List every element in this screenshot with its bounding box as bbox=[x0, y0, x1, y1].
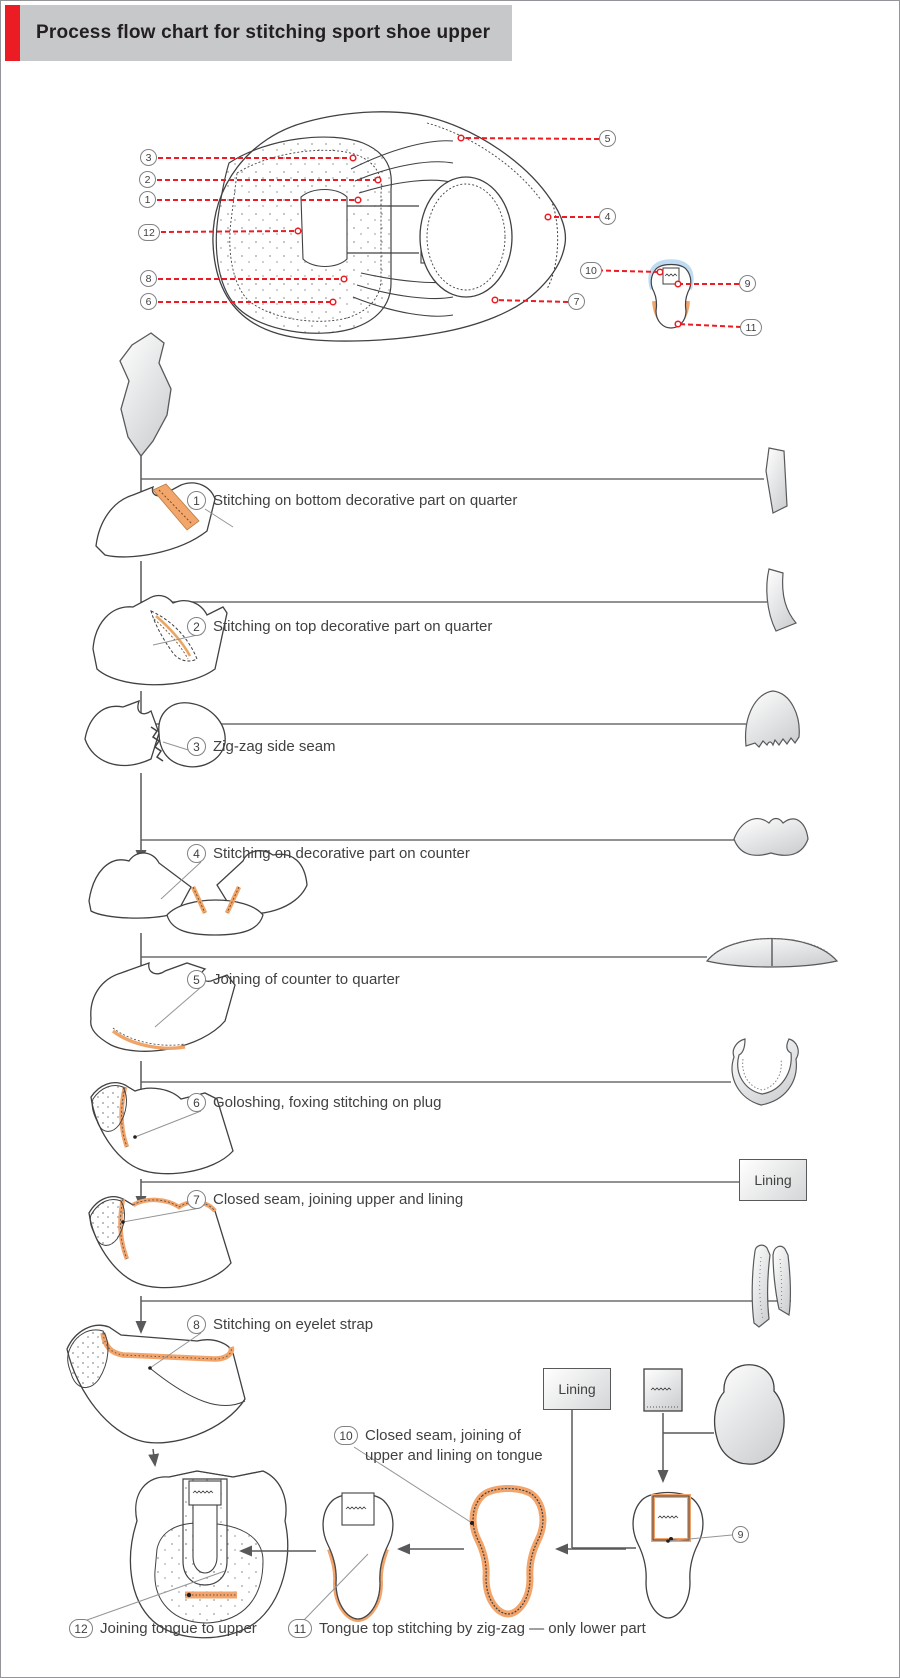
piece-step-7 bbox=[89, 1197, 231, 1288]
step-label-2: Stitching on top decorative part on quarter bbox=[213, 618, 493, 635]
step-label-8: Stitching on eyelet strap bbox=[213, 1316, 374, 1333]
step-label-5: Joining of counter to quarter bbox=[213, 971, 400, 988]
piece-final-upper-with-tongue bbox=[130, 1471, 287, 1638]
step-row-5 bbox=[187, 970, 400, 989]
piece-step-4 bbox=[89, 851, 307, 935]
tongue-step10-result bbox=[470, 1489, 543, 1615]
step-number-5: 5 bbox=[187, 970, 206, 989]
input-strip-2 bbox=[767, 569, 796, 631]
step-number-11: 11 bbox=[288, 1619, 312, 1638]
shoe-pattern-top-view bbox=[213, 112, 566, 341]
step-number-8: 8 bbox=[187, 1315, 206, 1334]
piece-step-2 bbox=[93, 596, 227, 685]
step-label-11: Tongue top stitching by zig-zag — only lower part bbox=[319, 1620, 646, 1637]
start-blank-piece bbox=[120, 333, 171, 456]
callout-6: 6 bbox=[140, 293, 157, 310]
step-row-6 bbox=[187, 1093, 441, 1112]
step-row-12 bbox=[69, 1619, 257, 1638]
step-label-4: Stitching on decorative part on counter bbox=[213, 845, 470, 862]
step-row-4 bbox=[187, 844, 470, 863]
piece-step-8 bbox=[67, 1325, 245, 1443]
step-number-2: 2 bbox=[187, 617, 206, 636]
input-strap-8b bbox=[773, 1246, 790, 1315]
step-row-11 bbox=[288, 1619, 646, 1638]
callout-9-bottom: 9 bbox=[732, 1526, 749, 1543]
step-number-12: 12 bbox=[69, 1619, 93, 1638]
tongue-blank-blob bbox=[715, 1365, 784, 1464]
step-label-10: Closed seam, joining of upper and lining on tongue bbox=[365, 1427, 543, 1464]
tongue-step11-result bbox=[323, 1493, 393, 1619]
input-horseshoe-6 bbox=[732, 1039, 798, 1105]
step-label-12: Joining tongue to upper bbox=[100, 1620, 257, 1637]
step-number-6: 6 bbox=[187, 1093, 206, 1112]
page-title: Process flow chart for stitching sport shoe upper bbox=[36, 22, 491, 43]
stitch-sample-box bbox=[644, 1369, 682, 1411]
callout-11: 11 bbox=[740, 319, 762, 336]
step-row-1 bbox=[187, 491, 517, 510]
step-label-3: Zig-zag side seam bbox=[213, 738, 336, 755]
step-number-10: 10 bbox=[334, 1426, 358, 1445]
step-number-4: 4 bbox=[187, 844, 206, 863]
input-bowtie-4 bbox=[734, 819, 808, 856]
callout-2: 2 bbox=[139, 171, 156, 188]
step-label-7: Closed seam, joining upper and lining bbox=[213, 1191, 464, 1208]
callout-12: 12 bbox=[138, 224, 160, 241]
callout-1: 1 bbox=[139, 191, 156, 208]
callout-7: 7 bbox=[568, 293, 585, 310]
lining-box-mid: Lining bbox=[739, 1159, 807, 1201]
step-number-1: 1 bbox=[187, 491, 206, 510]
piece-step-3 bbox=[85, 701, 225, 767]
step-row-3 bbox=[187, 737, 336, 756]
callout-5: 5 bbox=[599, 130, 616, 147]
step-row-7 bbox=[187, 1190, 463, 1209]
callout-3: 3 bbox=[140, 149, 157, 166]
step-label-1: Stitching on bottom decorative part on quarter bbox=[213, 492, 518, 509]
lining-box-bottom: Lining bbox=[543, 1368, 611, 1410]
callout-4: 4 bbox=[599, 208, 616, 225]
step-row-10 bbox=[334, 1426, 543, 1466]
step-number-3: 3 bbox=[187, 737, 206, 756]
input-strip-1 bbox=[766, 448, 787, 513]
callout-8: 8 bbox=[140, 270, 157, 287]
step-row-2 bbox=[187, 617, 492, 636]
step-number-7: 7 bbox=[187, 1190, 206, 1209]
callout-10: 10 bbox=[580, 262, 602, 279]
callout-9: 9 bbox=[739, 275, 756, 292]
step-label-6: Goloshing, foxing stitching on plug bbox=[213, 1094, 442, 1111]
input-dome-3 bbox=[746, 691, 800, 747]
step-row-8 bbox=[187, 1315, 373, 1334]
tongue-step9-result bbox=[633, 1493, 703, 1619]
